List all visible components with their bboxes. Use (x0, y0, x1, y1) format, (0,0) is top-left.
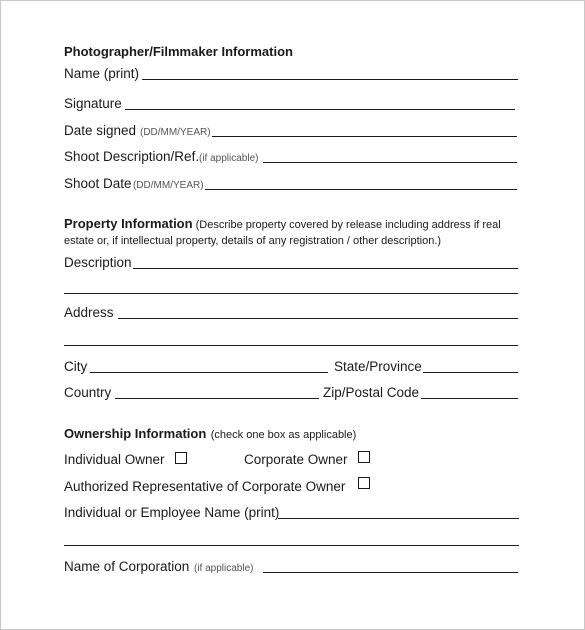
date-signed-format-hint: (DD/MM/YEAR) (140, 127, 211, 138)
property-section-heading: Property Information (64, 216, 193, 231)
address-field-line2[interactable] (64, 345, 518, 346)
corporate-owner-checkbox[interactable] (358, 451, 370, 463)
shoot-date-label: Shoot Date (64, 176, 132, 191)
address-field[interactable] (118, 318, 518, 319)
shoot-description-field[interactable] (263, 162, 517, 163)
property-section-header (64, 216, 514, 249)
state-province-field[interactable] (423, 372, 518, 373)
corporate-owner-label: Corporate Owner (244, 452, 348, 467)
signature-field[interactable] (125, 109, 515, 110)
description-field[interactable] (133, 268, 518, 269)
ownership-section-header (64, 425, 356, 443)
country-field[interactable] (115, 398, 319, 399)
name-print-field[interactable] (142, 79, 518, 80)
ownership-note: (check one box as applicable) (210, 429, 357, 441)
description-label: Description (64, 255, 132, 270)
zip-postal-code-field[interactable] (421, 398, 518, 399)
city-label: City (64, 359, 88, 374)
authorized-representative-label: Authorized Representative of Corporate Owner (64, 479, 346, 494)
authorized-representative-checkbox[interactable] (358, 477, 370, 489)
employee-name-field-line2[interactable] (64, 545, 519, 546)
property-note-line1: (Describe property covered by release including address if real (195, 219, 501, 231)
employee-name-field[interactable] (278, 518, 519, 519)
corporation-name-field[interactable] (263, 572, 518, 573)
shoot-description-label: Shoot Description/Ref. (64, 149, 200, 164)
shoot-description-note: (if applicable) (199, 153, 259, 164)
individual-owner-label: Individual Owner (64, 452, 165, 467)
individual-owner-checkbox[interactable] (175, 452, 187, 464)
shoot-date-field[interactable] (205, 189, 517, 190)
country-label: Country (64, 385, 112, 400)
city-field[interactable] (90, 372, 328, 373)
state-province-label: State/Province (334, 359, 422, 374)
signature-label: Signature (64, 96, 122, 111)
date-signed-label: Date signed (64, 123, 137, 138)
ownership-section-heading: Ownership Information (64, 426, 207, 441)
date-signed-field[interactable] (212, 136, 517, 137)
corporation-name-label: Name of Corporation (64, 559, 190, 574)
property-note-line2: estate or, if intellectual property, details of any registration / other description.) (64, 235, 442, 247)
corporation-name-note: (if applicable) (194, 563, 254, 574)
photographer-section-heading: Photographer/Filmmaker Information (64, 44, 293, 59)
zip-postal-code-label: Zip/Postal Code (323, 385, 420, 400)
shoot-date-format-hint: (DD/MM/YEAR) (133, 180, 204, 191)
description-field-line2[interactable] (64, 293, 518, 294)
address-label: Address (64, 305, 114, 320)
employee-name-label: Individual or Employee Name (print) (64, 505, 280, 520)
name-print-label: Name (print) (64, 66, 140, 81)
